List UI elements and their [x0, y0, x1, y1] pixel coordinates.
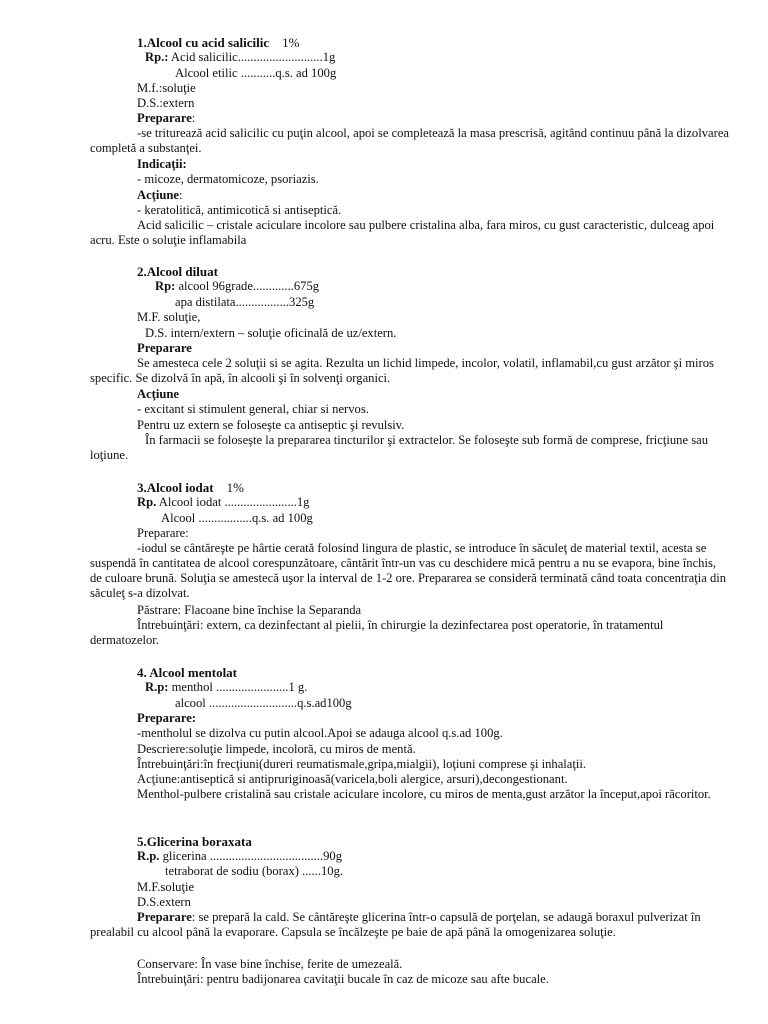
section2-action-line2: Pentru uz extern se foloseşte ca antiseptic şi revulsiv.: [137, 418, 405, 432]
section4-rp-line1: [145, 680, 768, 695]
section2-rp-item1: alcool 96grade.............675g: [178, 279, 320, 293]
section1-prep-colon: :: [191, 111, 196, 125]
section2-rp-item2: apa distilata.................325g: [175, 295, 315, 309]
section5-ds: D.S.extern: [137, 895, 191, 909]
section5-rp-item2: tetraborat de sodiu (borax) ......10g.: [165, 864, 344, 878]
section5-storage: Conservare: În vase bine închise, ferite de umezeală.: [137, 957, 403, 971]
section4-rp-item2: alcool ............................q.s.ad100g: [175, 696, 352, 710]
section2-action-line3: În farmacii se foloseşte la prepararea tincturilor şi extractelor. Se foloseşte sub formă de comprese, fricţiune sau loţiune.: [90, 433, 708, 462]
section3-title: 3.Alcool iodat: [137, 480, 214, 495]
section4-action: Acţiune:antiseptică si antipruriginoasă(varicela,boli alergice, arsuri),decongestionant.: [137, 772, 568, 786]
section4-uses: Întrebuinţări:în frecţiuni(dureri reumatismale,gripa,mialgii), loţiuni comprese şi inhalaţii.: [137, 757, 587, 771]
section4-rp-item1: menthol .......................1 g.: [171, 680, 308, 694]
section5-title: 5.Glicerina boraxata: [137, 834, 252, 849]
section5-prep-text: : se prepară la cald. Se cântăreşte glicerina într-o capsulă de porţelan, se adaugă boraxul pulverizat în prealabil cu alcool până la evaporare. Capsula se încălzeşte pe baie de apă până la omogenizarea soluţie.: [90, 910, 701, 939]
section1-action-heading: [137, 188, 768, 203]
section1-action-colon: :: [178, 188, 183, 202]
section2-action-label: Acţiune: [137, 387, 179, 401]
section4-prep-label: Preparare:: [137, 711, 196, 725]
section3-title-line: [137, 480, 768, 495]
section1-indications-label: Indicaţii:: [137, 157, 187, 171]
section2-title: 2.Alcool diluat: [137, 264, 218, 279]
section5-prep-paragraph: [90, 910, 730, 940]
section2-mf: M.F. soluţie,: [137, 310, 201, 324]
section4-menthol-desc: Menthol-pulbere cristalină sau cristale aciculare incolore, cu miros de menta,gust arzător la început,apoi răcoritor.: [137, 787, 711, 801]
section3-rp-line1: [137, 495, 768, 510]
section1-concentration: 1%: [282, 35, 300, 50]
section1-action-label: Acţiune: [137, 188, 179, 202]
section1-prep-heading: [137, 111, 768, 126]
section1-rp-line1: [145, 50, 768, 65]
section3-concentration: 1%: [226, 480, 244, 495]
section4-title: 4. Alcool mentolat: [137, 665, 238, 680]
section1-prep-label: Preparare: [137, 111, 192, 125]
section1-rp-item1: Acid salicilic...........................1g: [170, 50, 336, 64]
section5-rp-label: R.p.: [137, 849, 160, 863]
section5-rp-line1: [137, 849, 768, 864]
section3-prep-label: Preparare:: [137, 526, 189, 540]
section3-prep-text: -iodul se cântăreşte pe hârtie cerată folosind lingura de plastic, se introduce în săculeţ de material textil, acesta se suspendă în cantitatea de alcool corespunzătoare, cântărit într-un vas cu deschidere mică pentru a nu se evapora, bine închis, de culoare brună. Soluţia se amestecă uşor la interval de 1-2 ore. Prepararea se consideră terminată când toata concentraţia din săculeţ s-a dizolvat.: [90, 541, 727, 600]
section2-ds: D.S. intern/extern – soluţie oficinală de uz/extern.: [145, 326, 397, 340]
section1-indications-text: - micoze, dermatomicoze, psoriazis.: [137, 172, 319, 186]
section1-title: 1.Alcool cu acid salicilic: [137, 35, 270, 50]
section1-description: Acid salicilic – cristale aciculare incolore sau pulbere cristalina alba, fara miros, cu gust caracteristic, dulceag apoi acru. Este o soluţie inflamabila: [90, 218, 715, 247]
section1-mf: M.f.:soluţie: [137, 81, 196, 95]
section1-title-line: [137, 35, 768, 50]
section5-rp-item1: glicerina ....................................90g: [162, 849, 342, 863]
section1-ds: D.S.:extern: [137, 96, 195, 110]
section2-action-line1: - excitant si stimulent general, chiar si nervos.: [137, 402, 369, 416]
section4-rp-label: R.p:: [145, 680, 169, 694]
section3-storage: Păstrare: Flacoane bine închise la Separanda: [137, 603, 362, 617]
section3-rp-label: Rp.: [137, 495, 157, 509]
section2-prep-label: Preparare: [137, 341, 192, 355]
section2-rp-line1: [155, 279, 768, 294]
section4-prep-text: -mentholul se dizolva cu putin alcool.Apoi se adauga alcool q.s.ad 100g.: [137, 726, 503, 740]
section2-prep-text: Se amesteca cele 2 soluţii si se agita. Rezulta un lichid limpede, incolor, volatil, inflamabil,cu gust arzător şi miros specific. Se dizolvă în apă, în alcooli şi în solvenţi organici.: [90, 356, 714, 385]
section4-description: Descriere:soluţie limpede, incoloră, cu miros de mentă.: [137, 742, 416, 756]
section2-rp-label: Rp:: [155, 279, 176, 293]
section1-prep-text: -se triturează acid salicilic cu puţin alcool, apoi se completează la masa prescrisă, agitând continuu până la dizolvarea completă a substanţei.: [90, 126, 729, 155]
section5-uses: Întrebuinţări: pentru badijonarea cavitaţii bucale în caz de micoze sau afte bucale.: [137, 972, 549, 986]
section1-action-text: - keratolitică, antimicotică si antiseptică.: [137, 203, 342, 217]
section3-rp-item1: Alcool iodat .......................1g: [158, 495, 310, 509]
section1-rp-label: Rp.:: [145, 50, 169, 64]
section5-prep-label: Preparare: [137, 910, 192, 924]
section3-rp-item2: Alcool .................q.s. ad 100g: [161, 511, 313, 525]
section1-rp-item2: Alcool etilic ...........q.s. ad 100g: [175, 66, 337, 80]
section3-uses: Întrebuinţări: extern, ca dezinfectant al pielii, în chirurgie la dezinfectarea post operatorie, în tratamentul dermatozelor.: [90, 618, 664, 647]
section5-mf: M.F.soluţie: [137, 880, 195, 894]
